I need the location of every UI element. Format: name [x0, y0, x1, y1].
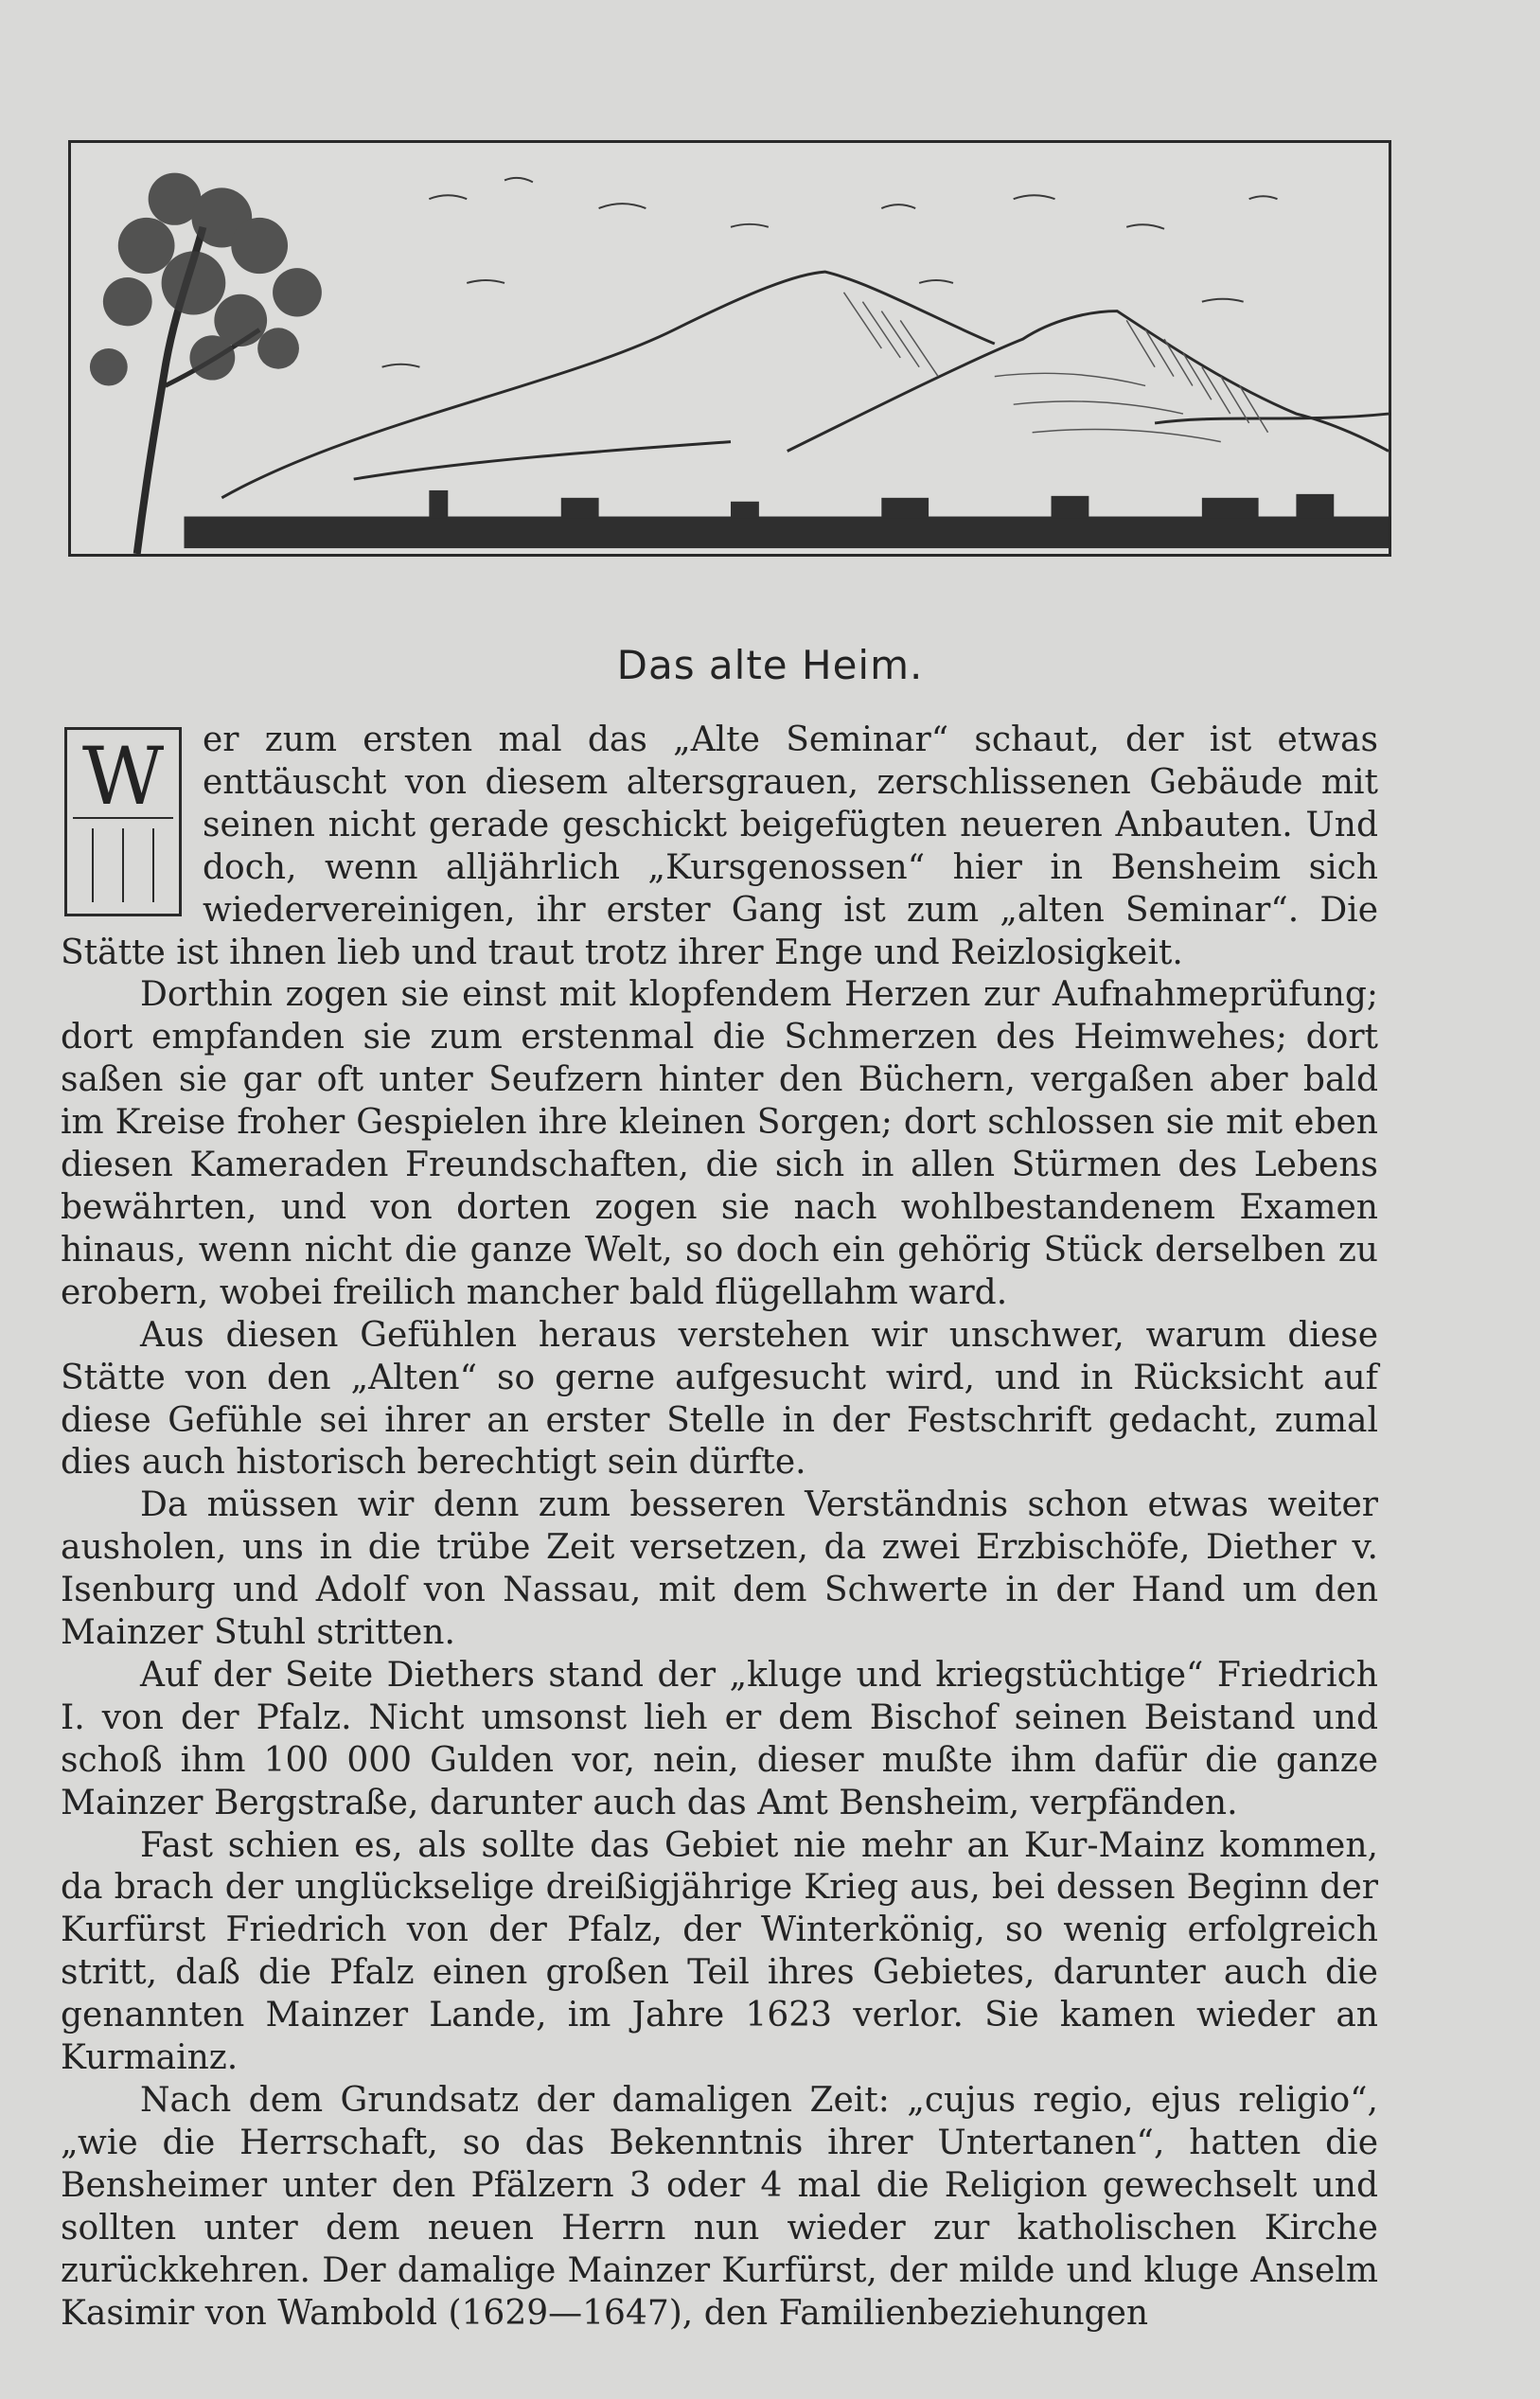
town-strip: [184, 490, 1389, 548]
drop-cap-ornament: [73, 817, 173, 908]
paragraph: Fast schien es, als sollte das Gebiet nie mehr an Kur-Mainz kommen, da brach der unglückselige dreißigjährige Krieg aus, bei dessen Beginn der Kurfürst Friedrich von der Pfalz, der Winterkönig, so wenig erfolgreich stritt, daß die Pfalz einen großen Teil ihres Gebietes, darunter auch die genannten Mainzer Lande, im Jahre 1623 verlor. Sie kamen wieder an Kurmainz.: [61, 1825, 1378, 2078]
mountain-outlines: [221, 272, 1389, 498]
mountain-engraving: [71, 143, 1389, 554]
paragraph: Dorthin zogen sie einst mit klopfendem Herzen zur Aufnahmeprüfung; dort empfanden sie zum erstenmal die Schmerzen des Heimwehes; dort saßen sie gar oft unter Seufzern hinter den Büchern, vergaßen aber bald im Kreise froher Gespielen ihre kleinen Sorgen; dort schlossen sie mit eben diesen Kameraden Freundschaften, die sich in allen Stürmen des Lebens bewährten, und von dorten zogen sie nach wohlbestandenem Examen hinaus, wenn nicht die ganze Welt, so doch ein gehörig Stück derselben zu erobern, wobei freilich mancher bald flügellahm ward.: [61, 975, 1378, 1312]
tree: [90, 173, 322, 554]
paragraph: Aus diesen Gefühlen heraus verstehen wir unschwer, warum diese Stätte von den „Alten“ so gerne aufgesucht wird, und in Rücksicht auf diese Gefühle sei ihrer an erster Stelle in der Festschrift gedacht, zumal dies auch historisch berechtigt sein dürfte.: [61, 1315, 1378, 1483]
drop-cap: [64, 727, 182, 916]
drop-cap-letter: W: [81, 730, 165, 823]
paragraph: Auf der Seite Diethers stand der „kluge und kriegstüchtige“ Friedrich I. von der Pfalz. Nicht umsonst lieh er dem Bischof seinen Beistand und schoß ihm 100 000 Gulden vor, nein, dieser mußte ihm dafür die ganze Mainzer Bergstraße, darunter auch das Amt Bensheim, verpfänden.: [61, 1655, 1378, 1822]
page-title: Das alte Heim.: [616, 642, 924, 688]
paragraph: Da müssen wir denn zum besseren Verständnis schon etwas weiter ausholen, uns in die trübe Zeit versetzen, da zwei Erzbischöfe, Diether v. Isenburg und Adolf von Nassau, mit dem Schwerte in der Hand um den Mainzer Stuhl stritten.: [61, 1485, 1378, 1653]
paragraph: [61, 720, 1378, 974]
paragraph: Nach dem Grundsatz der damaligen Zeit: „cujus regio, ejus religio“, „wie die Herrschaft, so das Bekenntnis ihrer Untertanen“, hatten die Bensheimer unter den Pfälzern 3 oder 4 mal die Religion gewechselt und sollten unter dem neuen Herrn nun wieder zur katholischen Kirche zurückkehren. Der damalige Mainzer Kurfürst, der milde und kluge Anselm Kasimir von Wambold (1629—1647), den Familienbeziehungen: [61, 2081, 1378, 2333]
paragraph-text: er zum ersten mal das „Alte Seminar“ schaut, der ist etwas enttäuscht von diesem altersgrauen, zerschlissenen Gebäude mit seinen nicht gerade geschickt beigefügten neueren Anbauten. Und doch, wenn alljährlich „Kursgenossen“ hier in Bensheim sich wiedervereinigen, ihr erster Gang ist zum „alten Seminar“. Die Stätte ist ihnen lieb und traut trotz ihrer Enge und Reizlosigkeit.: [61, 720, 1378, 972]
body-text: [61, 720, 1378, 2335]
landscape-illustration: [68, 140, 1391, 557]
